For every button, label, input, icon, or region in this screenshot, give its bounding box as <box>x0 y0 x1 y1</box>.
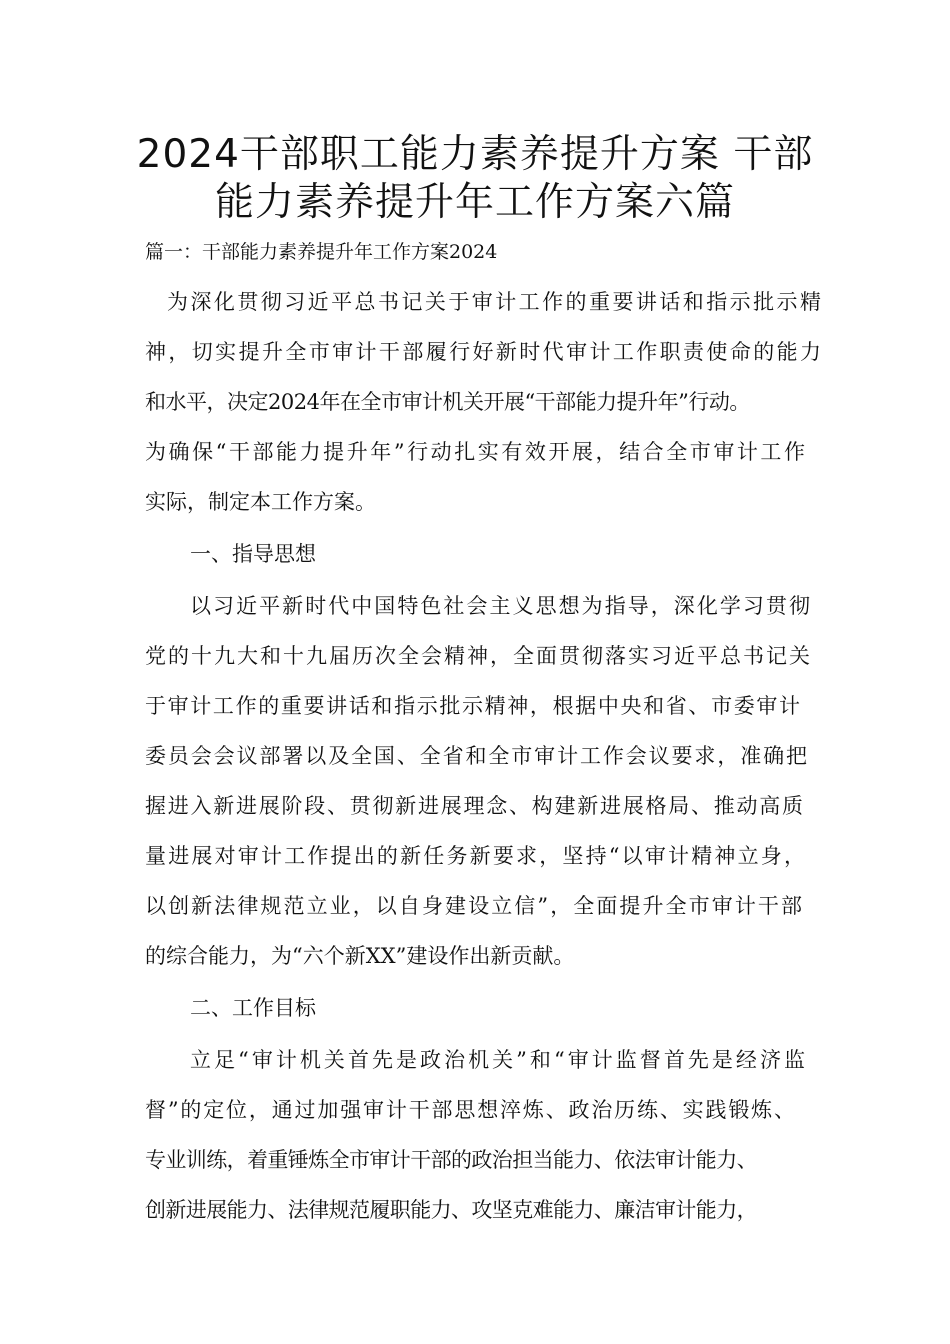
document-subtitle: 篇一：干部能力素养提升年工作方案2024 <box>145 241 498 263</box>
section-heading: 二、工作目标 <box>190 996 316 1020</box>
paragraph-line: 握进入新进展阶段、贯彻新进展理念、构建新进展格局、推动高质 <box>145 794 803 818</box>
paragraph-line: 的综合能力，为“六个新XX”建设作出新贡献。 <box>145 944 575 968</box>
document-title-line-2: 能力素养提升年工作方案六篇 <box>214 180 735 225</box>
paragraph-line: 专业训练，着重锤炼全市审计干部的政治担当能力、依法审计能力、 <box>145 1148 757 1172</box>
paragraph-line: 于审计工作的重要讲话和指示批示精神，根据中央和省、市委审计 <box>145 694 800 718</box>
paragraph-line: 创新进展能力、法律规范履职能力、攻坚克难能力、廉洁审计能力， <box>145 1198 757 1222</box>
paragraph-line: 立足“审计机关首先是政治机关”和“审计监督首先是经济监 <box>190 1048 805 1072</box>
document-title-line-1: 2024干部职工能力素养提升方案 干部 <box>136 132 814 177</box>
paragraph-line: 实际，制定本工作方案。 <box>145 490 376 514</box>
paragraph-line: 量进展对审计工作提出的新任务新要求，坚持“以审计精神立身， <box>145 844 805 868</box>
paragraph-line: 委员会会议部署以及全国、全省和全市审计工作会议要求，准确把 <box>145 744 807 768</box>
paragraph-line: 为确保“干部能力提升年”行动扎实有效开展，结合全市审计工作 <box>145 440 805 464</box>
section-heading: 一、指导思想 <box>190 542 316 566</box>
paragraph-line: 神，切实提升全市审计干部履行好新时代审计工作职责使命的能力 <box>145 340 821 364</box>
paragraph-line: 和水平，决定2024年在全市审计机关开展“干部能力提升年”行动。 <box>145 390 750 414</box>
paragraph-line: 党的十九大和十九届历次全会精神，全面贯彻落实习近平总书记关 <box>145 644 810 668</box>
paragraph-line: 为深化贯彻习近平总书记关于审计工作的重要讲话和指示批示精 <box>167 290 821 314</box>
paragraph-line: 以创新法律规范立业，以自身建设立信”，全面提升全市审计干部 <box>145 894 802 918</box>
paragraph-line: 以习近平新时代中国特色社会主义思想为指导，深化学习贯彻 <box>190 594 810 618</box>
paragraph-line: 督”的定位，通过加强审计干部思想淬炼、政治历练、实践锻炼、 <box>145 1098 795 1122</box>
